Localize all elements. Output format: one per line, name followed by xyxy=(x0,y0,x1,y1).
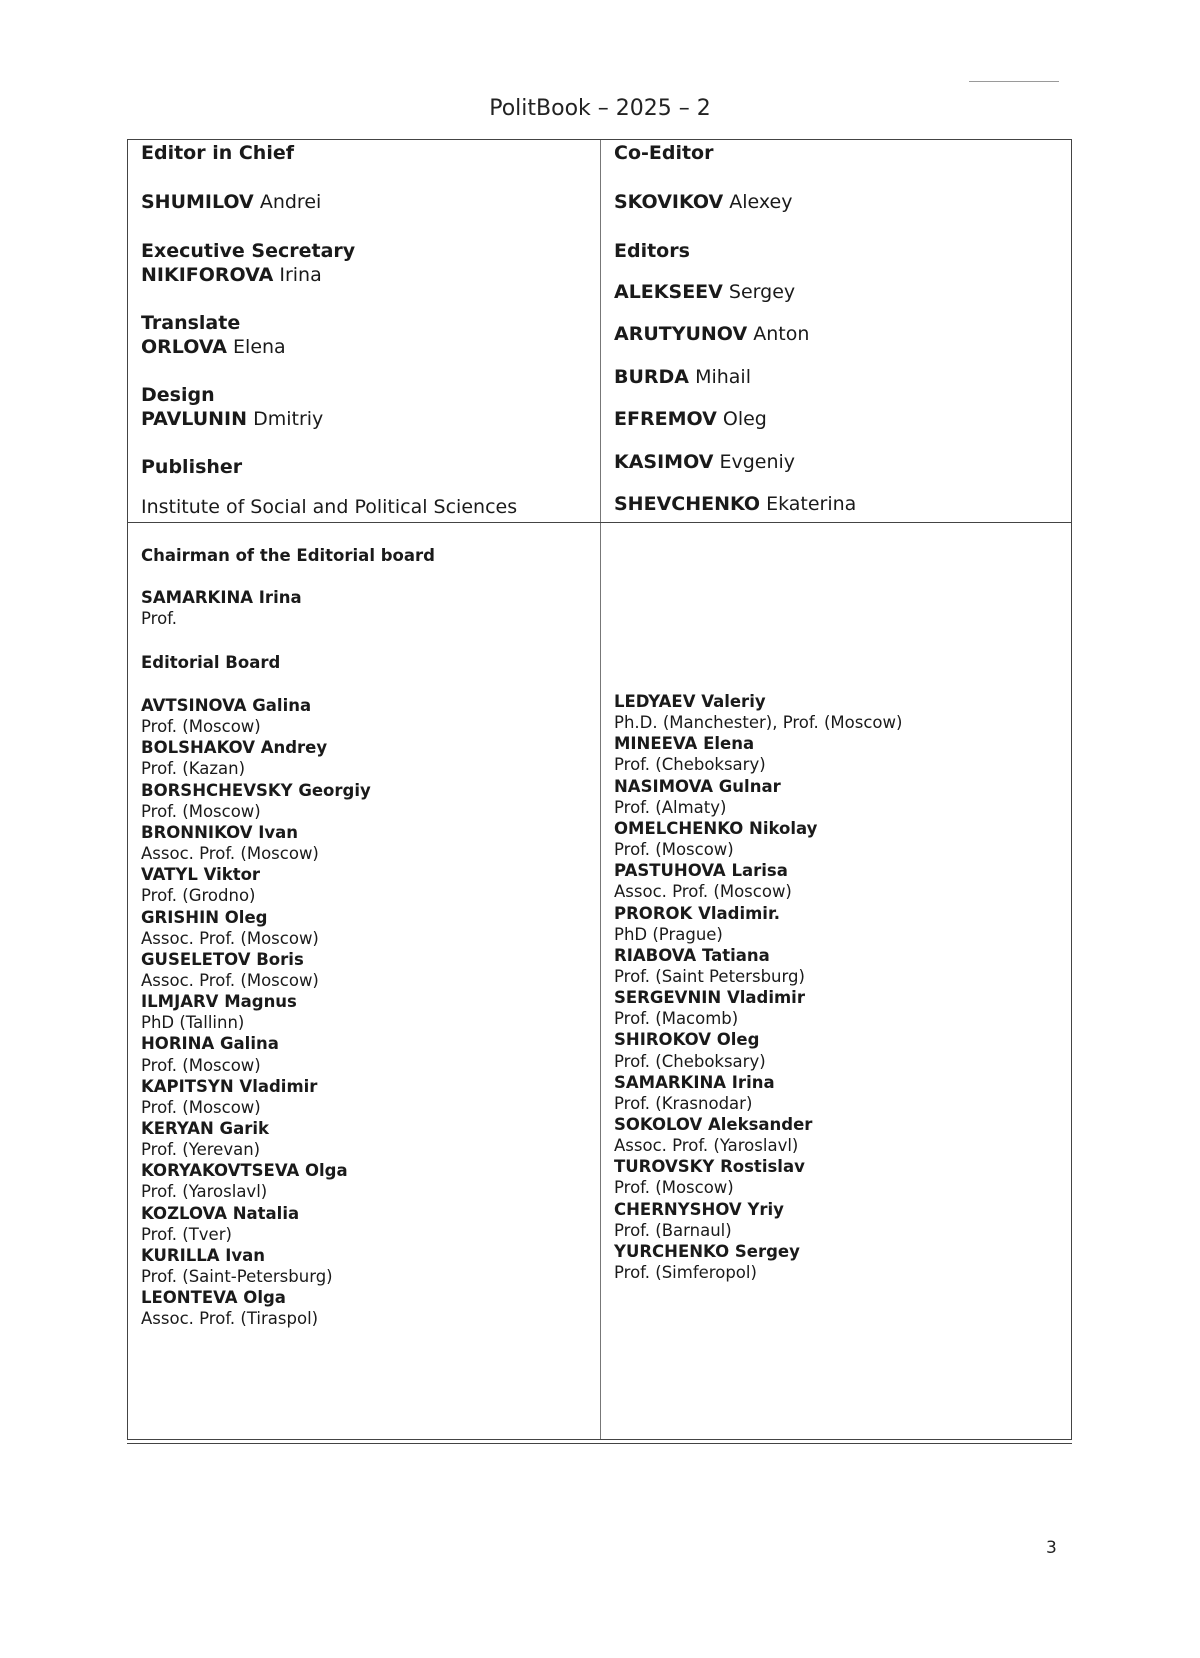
board-member-name: KORYAKOVTSEVA Olga xyxy=(141,1161,348,1181)
board-member-title: Assoc. Prof. (Moscow) xyxy=(141,844,319,864)
board-member-title: Prof. (Grodno) xyxy=(141,886,256,906)
editor-name: EFREMOV Oleg xyxy=(614,408,767,431)
running-title: PolitBook – 2025 – 2 xyxy=(489,96,711,121)
board-member-title: Prof. (Yerevan) xyxy=(141,1140,261,1160)
chairman-name: SAMARKINA Irina xyxy=(141,588,302,607)
editor-name: ARUTYUNOV Anton xyxy=(614,323,810,346)
board-member-title: Prof. (Moscow) xyxy=(141,1097,261,1117)
editor-in-chief-heading: Editor in Chief xyxy=(141,142,295,164)
co-editor-heading: Co-Editor xyxy=(614,142,714,164)
board-member-title: Prof. (Yaroslavl) xyxy=(141,1182,268,1202)
board-member-name: AVTSINOVA Galina xyxy=(141,696,312,715)
row-divider xyxy=(128,522,1071,523)
chairman-title: Prof. xyxy=(141,609,178,628)
board-member-name: ILMJARV Magnus xyxy=(141,992,297,1012)
editor-in-chief-name: SHUMILOV Andrei xyxy=(141,191,322,213)
board-member-name: CHERNYSHOV Yriy xyxy=(614,1199,784,1219)
board-member-name: MINEEVA Elena xyxy=(614,734,755,754)
board-member-title: Prof. (Macomb) xyxy=(614,1009,739,1029)
editors-heading: Editors xyxy=(614,240,690,262)
translate-heading: Translate xyxy=(141,312,241,334)
board-member-title: Prof. (Moscow) xyxy=(141,1055,261,1075)
board-member-name: BRONNIKOV Ivan xyxy=(141,822,298,842)
board-member-name: SAMARKINA Irina xyxy=(614,1072,775,1092)
board-member-name: SOKOLOV Aleksander xyxy=(614,1115,813,1134)
board-member-title: Assoc. Prof. (Moscow) xyxy=(614,882,792,902)
editorial-board-heading: Editorial Board xyxy=(141,653,281,672)
board-member-name: RIABOVA Tatiana xyxy=(614,945,770,965)
board-member-name: LEONTEVA Olga xyxy=(141,1288,286,1308)
board-member-title: Assoc. Prof. (Yaroslavl) xyxy=(614,1136,799,1156)
design-heading: Design xyxy=(141,384,215,406)
board-member-name: HORINA Galina xyxy=(141,1034,279,1054)
board-member-name: BOLSHAKOV Andrey xyxy=(141,738,328,758)
executive-secretary-name: NIKIFOROVA Irina xyxy=(141,264,322,286)
translate-name: ORLOVA Elena xyxy=(141,336,286,358)
board-member-name: PASTUHOVA Larisa xyxy=(614,861,788,881)
board-member-title: Prof. (Tver) xyxy=(141,1224,232,1244)
publisher-heading: Publisher xyxy=(141,456,243,478)
board-member-name: YURCHENKO Sergey xyxy=(614,1241,800,1261)
editor-name: ALEKSEEV Sergey xyxy=(614,281,796,303)
board-member-title: PhD (Prague) xyxy=(614,924,723,944)
board-member-name: SERGEVNIN Vladimir xyxy=(614,988,805,1008)
board-member-name: GRISHIN Oleg xyxy=(141,907,268,927)
editor-name: BURDA Mihail xyxy=(614,365,751,388)
board-member-title: Ph.D. (Manchester), Prof. (Moscow) xyxy=(614,713,903,733)
header-rule xyxy=(969,81,1059,82)
board-member-title: Assoc. Prof. (Tiraspol) xyxy=(141,1309,319,1329)
board-member-name: PROROK Vladimir. xyxy=(614,903,781,923)
board-member-name: OMELCHENKO Nikolay xyxy=(614,818,818,838)
board-member-name: LEDYAEV Valeriy xyxy=(614,692,766,711)
editorial-table xyxy=(127,139,1072,1440)
board-member-name: TUROVSKY Rostislav xyxy=(614,1157,805,1177)
board-member-title: Prof. (Cheboksary) xyxy=(614,1051,766,1071)
board-member-name: BORSHCHEVSKY Georgiy xyxy=(141,780,371,800)
board-member-title: Prof. (Saint Petersburg) xyxy=(614,966,805,986)
board-member-title: Assoc. Prof. (Moscow) xyxy=(141,970,319,990)
board-member-title: Prof. (Barnaul) xyxy=(614,1220,732,1240)
board-member-name: KAPITSYN Vladimir xyxy=(141,1076,318,1096)
editor-name: SHEVCHENKO Ekaterina xyxy=(614,493,857,515)
board-member-name: KOZLOVA Natalia xyxy=(141,1203,300,1223)
board-member-title: Prof. (Moscow) xyxy=(614,840,734,860)
board-member-title: Prof. (Cheboksary) xyxy=(614,755,766,775)
board-member-name: GUSELETOV Boris xyxy=(141,949,304,969)
board-member-title: Prof. (Kazan) xyxy=(141,759,246,779)
board-member-name: KURILLA Ivan xyxy=(141,1245,266,1265)
page-number: 3 xyxy=(1046,1538,1057,1558)
board-member-title: Prof. (Moscow) xyxy=(141,801,261,821)
board-member-title: Prof. (Almaty) xyxy=(614,797,727,817)
board-member-title: Assoc. Prof. (Moscow) xyxy=(141,928,319,948)
board-member-name: KERYAN Garik xyxy=(141,1119,269,1138)
board-member-title: Prof. (Krasnodar) xyxy=(614,1093,753,1113)
design-name: PAVLUNIN Dmitriy xyxy=(141,408,324,430)
executive-secretary-heading: Executive Secretary xyxy=(141,240,356,262)
board-member-title: Prof. (Moscow) xyxy=(141,717,261,737)
board-member-title: Prof. (Simferopol) xyxy=(614,1263,757,1283)
column-divider xyxy=(600,140,601,1439)
board-member-title: PhD (Tallinn) xyxy=(141,1013,245,1033)
co-editor-name: SKOVIKOV Alexey xyxy=(614,191,793,213)
board-member-name: NASIMOVA Gulnar xyxy=(614,776,781,796)
board-member-name: VATYL Viktor xyxy=(141,865,261,885)
chairman-heading: Chairman of the Editorial board xyxy=(141,546,435,565)
publisher-name: Institute of Social and Political Sciences xyxy=(141,496,518,518)
editor-name: KASIMOV Evgeniy xyxy=(614,450,796,473)
board-member-title: Prof. (Saint-Petersburg) xyxy=(141,1267,333,1287)
board-member-name: SHIROKOV Oleg xyxy=(614,1030,760,1050)
board-member-title: Prof. (Moscow) xyxy=(614,1178,734,1198)
